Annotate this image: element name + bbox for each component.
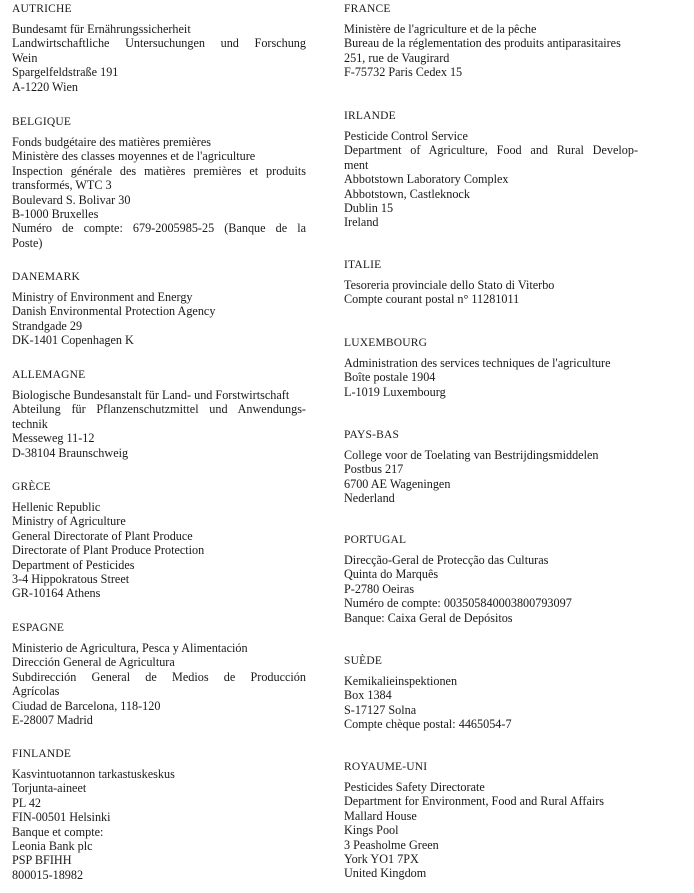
country-heading: ALLEMAGNE [12,369,86,381]
entry-france [344,2,638,80]
address-line: Ciudad de Barcelona, 118-120 [12,698,161,713]
entry-royaume-uni [344,760,638,881]
address-line: Directorate of Plant Produce Protection [12,543,205,558]
address-line: Numéro de compte: 003505840003800793097 [344,596,572,611]
address-line: Dublin 15 [344,201,394,216]
address-line: Ministerio de Agricultura, Pesca y Alimentación [12,641,248,655]
address-block [344,553,638,625]
country-heading: SUÈDE [344,655,383,667]
address-line: ment [344,157,369,172]
address-line: Danish Environmental Protection Agency [12,304,216,319]
address-line: Poste) [12,235,43,250]
address-line: Abbotstown Laboratory Complex [344,172,509,187]
address-block [12,641,306,727]
address-line: Landwirtschaftliche Untersuchungen und Forschung [12,36,306,51]
address-line: Department for Environment, Food and Rural Affairs [344,794,605,809]
address-line: Kings Pool [344,823,399,838]
address-line: Hellenic Republic [12,500,101,514]
address-line: DK-1401 Copenhagen K [12,333,134,348]
address-line: Department of Agriculture, Food and Rural Develop- [344,143,638,158]
address-line: B-1000 Bruxelles [12,207,99,222]
address-line: GR-10164 Athens [12,586,101,601]
address-block [12,500,306,601]
entry-belgique [12,115,306,250]
address-block [12,290,306,348]
address-line: FIN-00501 Helsinki [12,810,111,825]
address-line: Quinta do Marquês [344,567,439,582]
address-line: Compte courant postal n° 11281011 [344,292,520,307]
address-line: 800015-18982 [12,867,84,882]
address-line: Biologische Bundesanstalt für Land- und Forstwirtschaft [12,388,290,402]
country-heading: ROYAUME-UNI [344,761,428,773]
address-line: Wein [12,50,38,65]
address-line: S-17127 Solna [344,702,417,717]
address-line: Numéro de compte: 679-2005985-25 (Banque de la [12,221,306,236]
address-line: Pesticides Safety Directorate [344,780,485,794]
entry-suede [344,654,638,732]
address-line: Subdirección General de Medios de Producción [12,669,306,684]
country-heading: BELGIQUE [12,116,72,128]
address-line: Direcção-Geral de Protecção das Culturas [344,553,549,567]
address-line: Administration des services techniques de l'agriculture [344,356,611,370]
country-heading: IRLANDE [344,110,396,122]
address-block [344,674,638,732]
address-line: Spargelfeldstraße 191 [12,65,119,80]
address-line: Leonia Bank plc [12,839,93,854]
address-line: Ministry of Environment and Energy [12,290,193,304]
address-block [344,129,638,230]
entry-finlande [12,747,306,882]
address-line: L-1019 Luxembourg [344,384,446,399]
address-line: Ireland [344,215,379,230]
address-line: United Kingdom [344,866,427,881]
address-line: Torjunta-aineet [12,781,87,796]
address-line: Dirección General de Agricultura [12,655,175,670]
address-line: Agrícolas [12,684,60,699]
country-heading: LUXEMBOURG [344,337,428,349]
address-line: Department of Pesticides [12,557,135,572]
address-line: F-75732 Paris Cedex 15 [344,65,463,80]
address-line: Abteilung für Pflanzenschutzmittel und Anwendungs- [12,402,306,417]
address-line: Bureau de la réglementation des produits antiparasitaires [344,36,621,51]
address-block [344,278,638,307]
address-line: Ministry of Agriculture [12,514,126,529]
country-heading: ITALIE [344,259,382,271]
address-line: PL 42 [12,795,42,810]
entry-danemark [12,270,306,348]
address-line: Compte chèque postal: 4465054-7 [344,717,512,732]
entry-grece [12,480,306,601]
address-line: Fonds budgétaire des matières premières [12,135,211,149]
address-block [12,22,306,94]
entry-espagne [12,621,306,727]
entry-autriche [12,2,306,94]
address-line: General Directorate of Plant Produce [12,528,193,543]
address-line: Ministère de l'agriculture et de la pêche [344,22,537,36]
address-line: Mallard House [344,808,417,823]
country-heading: AUTRICHE [12,3,72,15]
address-line: Boîte postale 1904 [344,370,436,385]
address-line: 3 Peasholme Green [344,837,439,852]
address-line: Postbus 217 [344,462,404,477]
address-line: Bundesamt für Ernährungssicherheit [12,22,191,36]
address-line: Banque: Caixa Geral de Depósitos [344,610,513,625]
address-line: Inspection générale des matières premières et produits [12,163,306,178]
country-heading: PORTUGAL [344,534,407,546]
entry-luxembourg [344,336,638,399]
address-block [344,22,638,80]
address-line: Abbotstown, Castleknock [344,186,470,201]
address-line: technik [12,416,48,431]
address-line: Nederland [344,491,395,506]
address-block [344,780,638,881]
country-heading: FINLANDE [12,748,72,760]
address-line: A-1220 Wien [12,79,78,94]
address-line: 251, rue de Vaugirard [344,50,450,65]
address-line: York YO1 7PX [344,852,419,867]
country-heading: FRANCE [344,3,391,15]
address-line: Pesticide Control Service [344,129,468,143]
entry-allemagne [12,368,306,460]
address-line: P-2780 Oeiras [344,581,415,596]
address-block [344,448,638,506]
address-line: 3-4 Hippokratous Street [12,572,130,587]
address-line: Kemikalieinspektionen [344,674,458,688]
address-line: Banque et compte: [12,824,104,839]
address-line: E-28007 Madrid [12,713,93,728]
address-block [12,388,306,460]
address-line: 6700 AE Wageningen [344,476,451,491]
address-line: Tesoreria provinciale dello Stato di Viterbo [344,278,555,292]
entry-irlande [344,109,638,230]
address-block [12,767,306,882]
address-line: PSP BFIHH [12,853,72,868]
country-heading: GRÈCE [12,481,51,493]
address-line: D-38104 Braunschweig [12,445,129,460]
address-block [344,356,638,399]
entry-italie [344,258,638,307]
address-line: transformés, WTC 3 [12,178,112,193]
address-line: Boulevard S. Bolivar 30 [12,192,131,207]
address-line: Box 1384 [344,688,392,703]
address-block [12,135,306,250]
country-heading: PAYS-BAS [344,429,400,441]
address-line: Strandgade 29 [12,318,83,333]
address-line: College voor de Toelating van Bestrijdingsmiddelen [344,448,599,462]
entry-pays-bas [344,428,638,506]
address-line: Kasvintuotannon tarkastuskeskus [12,767,175,781]
address-line: Ministère des classes moyennes et de l'agriculture [12,149,256,164]
address-line: Messeweg 11-12 [12,431,95,446]
country-heading: DANEMARK [12,271,81,283]
entry-portugal [344,533,638,625]
country-heading: ESPAGNE [12,622,65,634]
